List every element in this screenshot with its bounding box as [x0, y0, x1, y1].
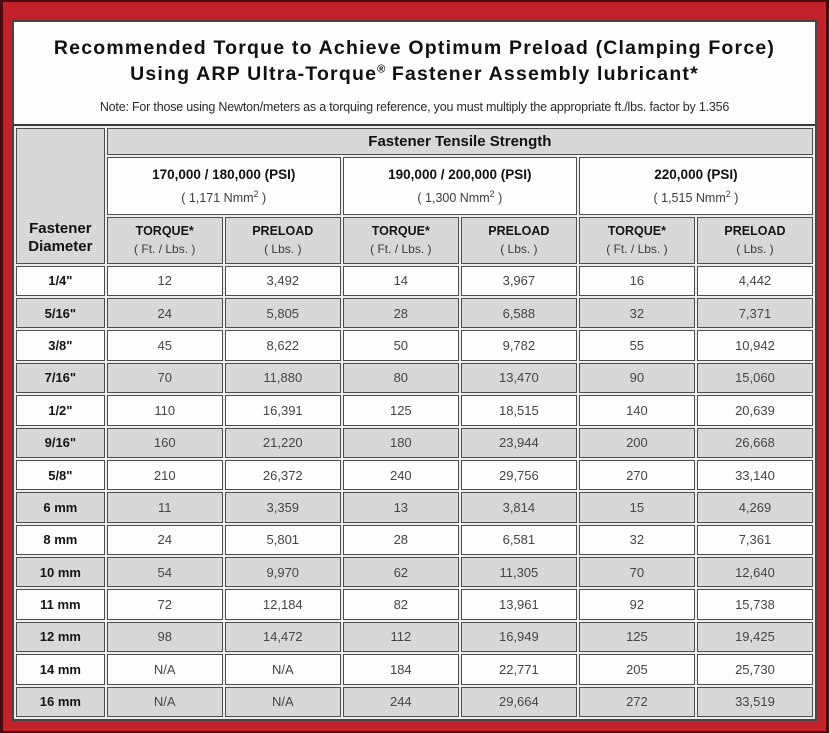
value-cell: N/A — [107, 654, 223, 684]
value-cell: 33,519 — [697, 687, 813, 718]
value-cell: 90 — [579, 363, 695, 393]
value-cell: 24 — [107, 298, 223, 328]
table-row — [16, 492, 813, 522]
value-cell: 26,668 — [697, 428, 813, 458]
value-cell: 19,425 — [697, 622, 813, 652]
value-cell: 92 — [579, 589, 695, 619]
table-row — [16, 557, 813, 587]
value-cell: 98 — [107, 622, 223, 652]
value-cell: 270 — [579, 460, 695, 490]
document-page — [12, 20, 817, 721]
value-cell: 32 — [579, 298, 695, 328]
preload-column-header: PRELOAD ( Lbs. ) — [225, 217, 341, 264]
table-row — [16, 460, 813, 490]
registered-trademark-symbol: ® — [377, 63, 386, 76]
value-cell: 180 — [343, 428, 459, 458]
red-frame — [3, 2, 826, 731]
table-row — [16, 395, 813, 425]
document-title-line1: Recommended Torque to Achieve Optimum Preload (Clamping Force) — [53, 37, 776, 59]
value-cell: N/A — [225, 687, 341, 718]
diameter-cell: 8 mm — [16, 525, 105, 555]
fastener-diameter-header: Fastener Diameter — [16, 128, 105, 264]
preload-column-header: PRELOAD ( Lbs. ) — [697, 217, 813, 264]
table-row — [16, 589, 813, 619]
diameter-cell: 14 mm — [16, 654, 105, 684]
diameter-cell: 6 mm — [16, 492, 105, 522]
table-row — [16, 687, 813, 718]
value-cell: 5,801 — [225, 525, 341, 555]
torque-spec-table — [14, 124, 815, 719]
value-cell: 29,664 — [461, 687, 577, 718]
value-cell: 22,771 — [461, 654, 577, 684]
value-cell: 25,730 — [697, 654, 813, 684]
value-cell: 12,640 — [697, 557, 813, 587]
value-cell: 10,942 — [697, 330, 813, 360]
diameter-cell: 1/2" — [16, 395, 105, 425]
value-cell: 50 — [343, 330, 459, 360]
value-cell: 28 — [343, 298, 459, 328]
value-cell: 3,967 — [461, 266, 577, 296]
value-cell: 14 — [343, 266, 459, 296]
value-cell: 18,515 — [461, 395, 577, 425]
title-block — [14, 22, 815, 124]
value-cell: 11 — [107, 492, 223, 522]
nmm-label: ( 1,515 Nmm$^2$ ) — [653, 188, 739, 205]
torque-column-header: TORQUE* ( Ft. / Lbs. ) — [579, 217, 695, 264]
value-cell: 26,372 — [225, 460, 341, 490]
value-cell: 15,738 — [697, 589, 813, 619]
value-cell: 112 — [343, 622, 459, 652]
diameter-cell: 5/8" — [16, 460, 105, 490]
value-cell: 23,944 — [461, 428, 577, 458]
value-cell: 11,305 — [461, 557, 577, 587]
table-row — [16, 525, 813, 555]
value-cell: 62 — [343, 557, 459, 587]
value-cell: 13,470 — [461, 363, 577, 393]
value-cell: 125 — [343, 395, 459, 425]
value-cell: 200 — [579, 428, 695, 458]
table-row — [16, 622, 813, 652]
value-cell: 6,581 — [461, 525, 577, 555]
value-cell: 3,814 — [461, 492, 577, 522]
value-cell: 45 — [107, 330, 223, 360]
conversion-note: Note: For those using Newton/meters as a torquing reference, you must multiply the appropriate ft./lbs. factor by 1.356 — [99, 99, 730, 114]
psi-group-220 — [579, 157, 813, 215]
value-cell: 16 — [579, 266, 695, 296]
diameter-cell: 3/8" — [16, 330, 105, 360]
value-cell: 70 — [579, 557, 695, 587]
value-cell: 240 — [343, 460, 459, 490]
table-row — [16, 330, 813, 360]
value-cell: 54 — [107, 557, 223, 587]
value-cell: 3,492 — [225, 266, 341, 296]
fastener-tensile-strength-header: Fastener Tensile Strength — [107, 128, 813, 155]
value-cell: 244 — [343, 687, 459, 718]
value-cell: 5,805 — [225, 298, 341, 328]
table-row — [16, 654, 813, 684]
psi-group-header-row — [16, 157, 813, 215]
psi-label: 170,000 / 180,000 (PSI) — [152, 166, 296, 182]
value-cell: 11,880 — [225, 363, 341, 393]
nmm-label: ( 1,300 Nmm$^2$ ) — [417, 188, 503, 205]
diameter-cell: 5/16" — [16, 298, 105, 328]
diameter-cell: 9/16" — [16, 428, 105, 458]
value-cell: 20,639 — [697, 395, 813, 425]
value-cell: 33,140 — [697, 460, 813, 490]
value-cell: 13 — [343, 492, 459, 522]
table-body — [16, 266, 813, 717]
value-cell: 82 — [343, 589, 459, 619]
value-cell: 160 — [107, 428, 223, 458]
psi-group-190-200 — [343, 157, 577, 215]
table-row — [16, 298, 813, 328]
value-cell: 4,269 — [697, 492, 813, 522]
value-cell: 184 — [343, 654, 459, 684]
value-cell: 70 — [107, 363, 223, 393]
value-cell: 29,756 — [461, 460, 577, 490]
value-cell: 24 — [107, 525, 223, 555]
value-cell: N/A — [225, 654, 341, 684]
value-cell: 21,220 — [225, 428, 341, 458]
diameter-cell: 7/16" — [16, 363, 105, 393]
preload-column-header: PRELOAD ( Lbs. ) — [461, 217, 577, 264]
value-cell: 4,442 — [697, 266, 813, 296]
torque-column-header: TORQUE* ( Ft. / Lbs. ) — [343, 217, 459, 264]
diameter-cell: 10 mm — [16, 557, 105, 587]
value-cell: 210 — [107, 460, 223, 490]
value-cell: 80 — [343, 363, 459, 393]
value-cell: N/A — [107, 687, 223, 718]
diameter-cell: 16 mm — [16, 687, 105, 718]
value-cell: 8,622 — [225, 330, 341, 360]
value-cell: 9,782 — [461, 330, 577, 360]
table-row — [16, 428, 813, 458]
diameter-cell: 11 mm — [16, 589, 105, 619]
title-line2-text-end: Fastener Assembly lubricant* — [385, 63, 699, 86]
value-cell: 72 — [107, 589, 223, 619]
table-row — [16, 266, 813, 296]
value-cell: 16,391 — [225, 395, 341, 425]
value-cell: 13,961 — [461, 589, 577, 619]
tensile-strength-header-row — [16, 128, 813, 155]
value-cell: 110 — [107, 395, 223, 425]
value-cell: 12 — [107, 266, 223, 296]
psi-label: 220,000 (PSI) — [654, 166, 738, 182]
diameter-cell: 12 mm — [16, 622, 105, 652]
value-cell: 15 — [579, 492, 695, 522]
psi-group-170-180 — [107, 157, 341, 215]
torque-preload-header-row — [16, 217, 813, 264]
value-cell: 15,060 — [697, 363, 813, 393]
value-cell: 7,371 — [697, 298, 813, 328]
value-cell: 125 — [579, 622, 695, 652]
value-cell: 12,184 — [225, 589, 341, 619]
value-cell: 9,970 — [225, 557, 341, 587]
document-title-line2 — [22, 61, 807, 87]
diameter-cell: 1/4" — [16, 266, 105, 296]
value-cell: 55 — [579, 330, 695, 360]
nmm-label: ( 1,171 Nmm$^2$ ) — [181, 188, 267, 205]
value-cell: 14,472 — [225, 622, 341, 652]
value-cell: 6,588 — [461, 298, 577, 328]
value-cell: 7,361 — [697, 525, 813, 555]
title-line2-text: Using ARP Ultra-Torque — [130, 63, 378, 86]
value-cell: 3,359 — [225, 492, 341, 522]
value-cell: 140 — [579, 395, 695, 425]
value-cell: 32 — [579, 525, 695, 555]
value-cell: 272 — [579, 687, 695, 718]
psi-label: 190,000 / 200,000 (PSI) — [388, 166, 532, 182]
table-row — [16, 363, 813, 393]
value-cell: 205 — [579, 654, 695, 684]
value-cell: 16,949 — [461, 622, 577, 652]
value-cell: 28 — [343, 525, 459, 555]
torque-column-header: TORQUE* ( Ft. / Lbs. ) — [107, 217, 223, 264]
